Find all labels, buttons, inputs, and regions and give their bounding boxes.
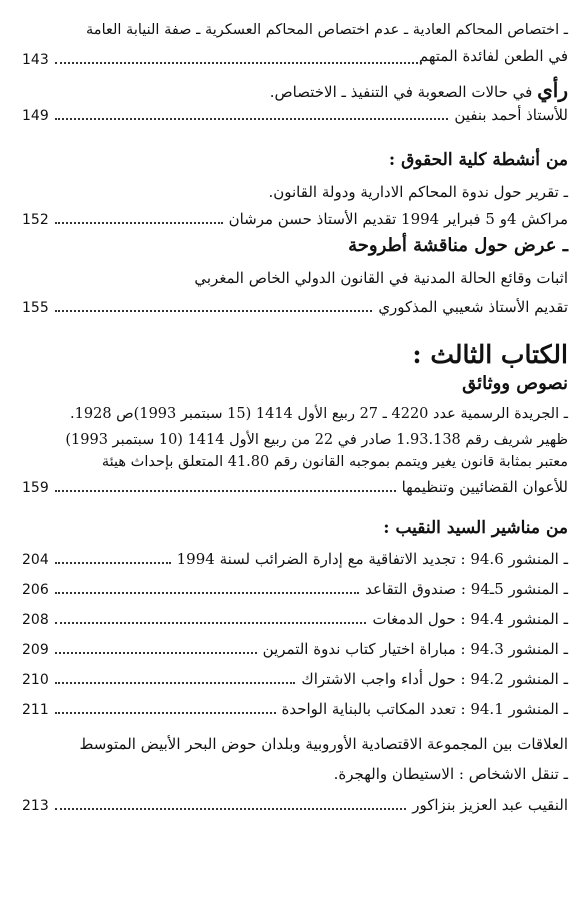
dot-leader bbox=[55, 711, 276, 714]
text-line: ـ تنقل الاشخاص : الاستيطان والهجرة. bbox=[333, 765, 568, 783]
entry-text: للأستاذ أحمد بنفين bbox=[454, 106, 568, 124]
toc-entry bbox=[22, 296, 568, 316]
toc-entry bbox=[22, 104, 568, 124]
sub-heading: ـ عرض حول مناقشة أطروحة bbox=[348, 235, 568, 256]
text-line: ـ اختصاص المحاكم العادية ـ عدم اختصاص المحاكم العسكرية ـ صفة النيابة العامة bbox=[86, 22, 568, 38]
text-line: ـ تقرير حول ندوة المحاكم الادارية ودولة القانون. bbox=[268, 183, 568, 201]
text-line: معتبر بمثابة قانون يغير ويتمم بموجبه القانون رقم 41.80 المتعلق بإحداث هيئة bbox=[101, 454, 568, 470]
text-line: ظهير شريف رقم 1.93.138 صادر في 22 من ربيع الأول 1414 (10 سبتمبر 1993) bbox=[65, 432, 568, 448]
entry-text: للأعوان القضائيين وتنظيمها bbox=[401, 478, 568, 496]
dot-leader bbox=[55, 61, 422, 64]
text-line: اثبات وقائع الحالة المدنية في القانون الدولي الخاص المغربي bbox=[194, 269, 568, 287]
toc-entry bbox=[22, 476, 568, 496]
book-subtitle: نصوص ووثائق bbox=[462, 373, 568, 394]
page-number: 159 bbox=[22, 480, 49, 496]
page-number: 152 bbox=[22, 212, 49, 228]
circular-title: ـ المنشور 94.2 : حول أداء واجب الاشتراك bbox=[301, 670, 568, 688]
toc-entry bbox=[22, 208, 568, 228]
entry-text: مراكش 4و 5 فبراير 1994 تقديم الأستاذ حسن مرشان bbox=[228, 210, 568, 228]
dot-leader bbox=[55, 309, 373, 312]
page-number: 143 bbox=[22, 52, 49, 68]
text-line: ـ الجريدة الرسمية عدد 4220 ـ 27 ربيع الأول 1414 (15 سبتمبر 1993)ص 1928. bbox=[70, 406, 568, 422]
circular-title: ـ المنشور 94.3 : مباراة اختيار كتاب ندوة التمرين bbox=[262, 640, 568, 658]
ra-word: رأي bbox=[537, 78, 568, 102]
text-line: في الطعن لفائدة المتهم bbox=[418, 47, 568, 65]
entry-text: تقديم الأستاذ شعيبي المذكوري bbox=[378, 298, 568, 316]
page-number: 204 bbox=[22, 552, 49, 568]
circular-entry bbox=[22, 608, 568, 628]
circular-entry bbox=[22, 638, 568, 658]
text-line bbox=[20, 80, 568, 102]
circular-title: ـ المنشور 94.6 : تجديد الاتفاقية مع إدارة الضرائب لسنة 1994 bbox=[176, 550, 568, 568]
dot-leader bbox=[55, 221, 223, 224]
page-number: 208 bbox=[22, 612, 49, 628]
page-number: 206 bbox=[22, 582, 49, 598]
dot-leader bbox=[55, 117, 449, 120]
page-number: 209 bbox=[22, 642, 49, 658]
circular-title: ـ المنشور 94.1 : تعدد المكاتب بالبناية الواحدة bbox=[281, 700, 568, 718]
toc-entry bbox=[22, 794, 568, 814]
circular-entry bbox=[22, 698, 568, 718]
page-number: 149 bbox=[22, 108, 49, 124]
entry-text: النقيب عبد العزيز بنزاكور bbox=[412, 796, 568, 814]
dot-leader bbox=[55, 561, 171, 564]
circular-entry bbox=[22, 548, 568, 568]
book-title: الكتاب الثالث : bbox=[412, 340, 568, 369]
text-line: العلاقات بين المجموعة الاقتصادية الأوروبية وبلدان حوض البحر الأبيض المتوسط bbox=[79, 735, 568, 753]
dot-leader bbox=[55, 591, 359, 594]
circular-entry bbox=[22, 578, 568, 598]
section-heading: من مناشير السيد النقيب : bbox=[383, 518, 568, 538]
circular-entry bbox=[22, 668, 568, 688]
page-number: 210 bbox=[22, 672, 49, 688]
dot-leader bbox=[55, 651, 257, 654]
dot-leader bbox=[55, 807, 407, 810]
page-number: 155 bbox=[22, 300, 49, 316]
page-number: 213 bbox=[22, 798, 49, 814]
dot-leader bbox=[55, 489, 396, 492]
text-span: في حالات الصعوبة في التنفيذ ـ الاختصاص. bbox=[269, 83, 533, 101]
page-number: 211 bbox=[22, 702, 49, 718]
circular-title: ـ المنشور 5ـ94 : صندوق التقاعد bbox=[365, 580, 568, 598]
section-heading: من أنشطة كلية الحقوق : bbox=[388, 150, 568, 170]
dot-leader bbox=[55, 681, 296, 684]
toc-entry bbox=[22, 48, 568, 68]
circular-title: ـ المنشور 94.4 : حول الدمغات bbox=[372, 610, 568, 628]
dot-leader bbox=[55, 621, 367, 624]
